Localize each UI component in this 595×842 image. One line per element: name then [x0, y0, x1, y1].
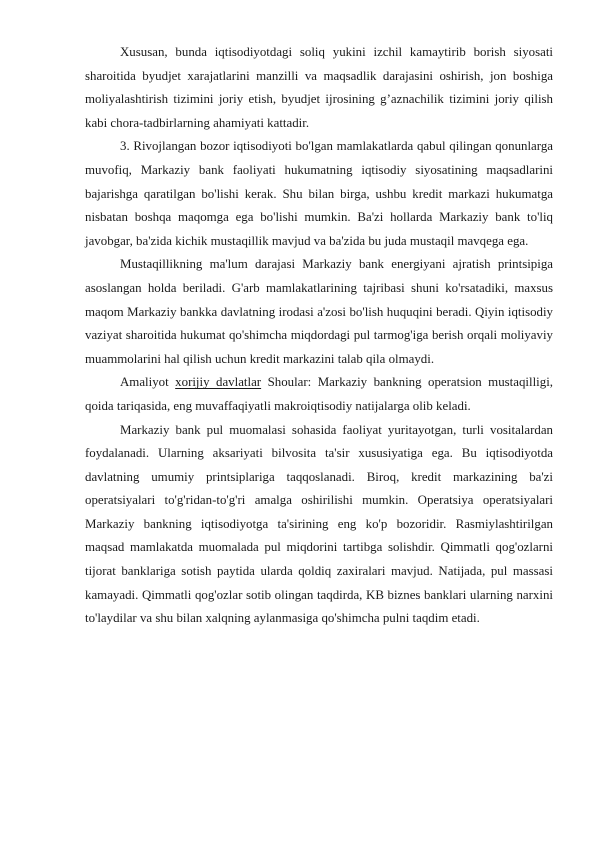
paragraph-tax-policy: Xususan, bunda iqtisodiyotdagi soliq yukini izchil kamaytirib borish siyosati sharoitida byudjet xarajatlarini manzilli va maqsadlik darajasini oshirish, jon boshiga moliyalashtirish tizimini joriy etish, byudjet ijrosining g’aznachilik tizimini joriy qilish kabi chora-tadbirlarning ahamiyati kattadir. [85, 45, 553, 130]
paragraph-foreign-practice [85, 371, 553, 418]
paragraph-central-bank-status: 3. Rivojlangan bozor iqtisodiyoti bo'lgan mamlakatlarda qabul qilingan qonunlarga muvofiq, Markaziy bank faoliyati hukumatning iqtisodiy siyosatining maqsadlarini bajarishga qaratilgan bo'lishi kerak. Shu bilan birga, ushbu kredit markazi hukumatga nisbatan boshqa maqomga ega bo'lishi mumkin. Ba'zi hollarda Markaziy bank to'liq javobgar, ba'zida kichik mustaqillik mavjud va ba'zida bu juda mustaqil mavqega ega. [85, 139, 553, 248]
foreign-countries-link[interactable]: xorijiy davlatlar [175, 375, 262, 390]
paragraph-text-before-link: Amaliyot [120, 375, 176, 390]
document-body [85, 41, 553, 631]
paragraph-independence: Mustaqillikning ma'lum darajasi Markaziy bank energiyani ajratish printsipiga asoslangan holda beriladi. G'arb mamlakatlarining tajribasi shuni ko'rsatadiki, maxsus maqom Markaziy bankka davlatning irodasi a'zosi bo'lish huquqini beradi. Qiyin iqtisodiy vaziyat sharoitida hukumat qo'shimcha miqdordagi pul tarmog'iga berish orqali moliyaviy muammolarini hal qilish uchun kredit markazini talab qila olmaydi. [85, 257, 553, 366]
paragraph-text-after-link: Shoular: Markaziy bankning operatsion mustaqilligi, qoida tariqasida, eng muvaffaqiyatli makroiqtisodiy natijalarga olib keladi. [85, 375, 553, 413]
paragraph-monetary-instruments: Markaziy bank pul muomalasi sohasida faoliyat yuritayotgan, turli vositalardan foydalanadi. Ularning aksariyati bilvosita ta'sir xususiyatiga ega. Bu iqtisodiyotda davlatning umumiy printsiplariga taqqoslanadi. Biroq, kredit markazining ba'zi operatsiyalari to'g'ridan-to'g'ri amalga oshirilishi mumkin. Operatsiya operatsiyalari Markaziy bankning iqtisodiyotga ta'sirining eng ko'p bozoridir. Rasmiylashtirilgan maqsad mamlakatda muomalada pul miqdorini tartibga solishdir. Qimmatli qog'ozlarni tijorat banklariga sotish paytida ularda qoldiq zaxiralari mavjud. Natijada, pul massasi kamayadi. Qimmatli qog'ozlar sotib olingan taqdirda, KB biznes banklari ularning narxini to'laydilar va shu bilan xalqning aylanmasiga qo'shimcha pulni taqdim etadi. [85, 422, 553, 626]
